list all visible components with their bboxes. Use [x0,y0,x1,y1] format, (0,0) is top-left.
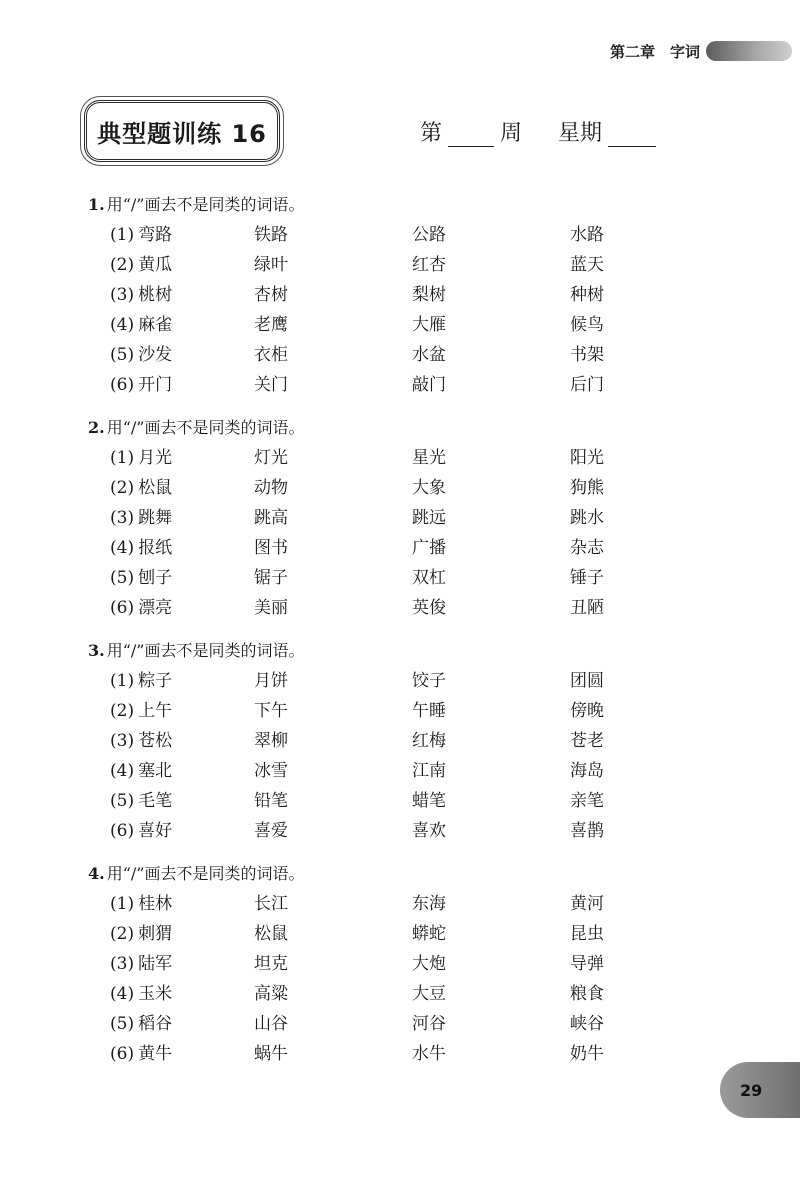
row-index: (6) [110,375,135,395]
word-cell[interactable] [88,756,254,786]
word-cell[interactable] [254,889,412,919]
word[interactable]: 锤子 [570,568,604,588]
word[interactable]: 海岛 [570,761,604,781]
word[interactable]: 喜鹊 [570,821,604,841]
word-cell[interactable] [88,250,254,280]
word-cell[interactable] [570,696,728,726]
word-cell[interactable] [412,340,570,370]
word-cell[interactable] [88,786,254,816]
word-cell[interactable] [88,726,254,756]
word-cell[interactable] [88,1009,254,1039]
word-cell[interactable] [254,310,412,340]
word-row [88,250,748,280]
word-cell[interactable] [412,280,570,310]
title-frame [84,100,280,162]
word-row [88,340,748,370]
word[interactable]: 上午 [138,701,173,721]
word[interactable]: 大豆 [412,984,446,1004]
week-blank[interactable] [448,124,494,147]
word-cell[interactable] [570,1039,728,1069]
word[interactable]: 跳水 [570,508,604,528]
page-number: 29 [740,1080,763,1100]
word-row [88,756,748,786]
word-cell[interactable] [88,816,254,846]
word-cell[interactable] [88,340,254,370]
word[interactable]: 大象 [412,478,446,498]
word-row [88,503,748,533]
word-cell[interactable] [570,473,728,503]
row-index: (6) [110,598,135,618]
word-cell[interactable] [412,919,570,949]
chapter-label: 第二章 字词 [610,42,701,61]
word[interactable]: 陆军 [138,954,173,974]
word[interactable]: 书架 [570,345,604,365]
word[interactable]: 公路 [412,225,446,245]
word[interactable]: 关门 [254,375,288,395]
word-cell[interactable] [570,786,728,816]
word[interactable]: 冰雪 [254,761,288,781]
word-row [88,919,748,949]
word[interactable]: 漂亮 [138,598,173,618]
word-cell[interactable] [88,1039,254,1069]
word[interactable]: 杂志 [570,538,604,558]
word-cell[interactable] [88,979,254,1009]
word-row [88,443,748,473]
word-cell[interactable] [88,889,254,919]
word[interactable]: 黄牛 [138,1044,173,1064]
word[interactable]: 大炮 [412,954,446,974]
word-cell[interactable] [254,220,412,250]
word[interactable]: 松鼠 [138,478,173,498]
row-index: (6) [110,1044,135,1064]
row-index: (4) [110,984,135,1004]
word[interactable]: 刨子 [138,568,173,588]
word-cell[interactable] [570,1009,728,1039]
question-prompt [88,413,748,443]
word-cell[interactable] [88,696,254,726]
word-cell[interactable] [412,1009,570,1039]
question-number: 3. [88,641,105,660]
word[interactable]: 蓝天 [570,255,604,275]
word-cell[interactable] [254,696,412,726]
word-row [88,666,748,696]
question-1 [88,190,748,400]
word[interactable]: 苍老 [570,731,604,751]
word[interactable]: 绿叶 [254,255,288,275]
word[interactable]: 江南 [412,761,446,781]
question-2 [88,413,748,623]
row-index: (3) [110,285,135,305]
word[interactable]: 月饼 [254,671,288,691]
word-row [88,563,748,593]
word-row [88,473,748,503]
word-cell[interactable] [570,250,728,280]
word[interactable]: 蟒蛇 [412,924,446,944]
word[interactable]: 亲笔 [570,791,604,811]
word-cell[interactable] [88,533,254,563]
word-row [88,370,748,400]
word-cell[interactable] [254,1039,412,1069]
word-cell[interactable] [412,756,570,786]
word-cell[interactable] [254,593,412,623]
word-cell[interactable] [412,563,570,593]
question-prompt [88,859,748,889]
week-word: 周 [500,121,523,146]
word-cell[interactable] [88,949,254,979]
question-number: 1. [88,195,105,214]
row-index: (5) [110,1014,135,1034]
row-index: (1) [110,894,135,914]
word-cell[interactable] [254,370,412,400]
page-title: 典型题训练 16 [97,119,267,148]
word[interactable]: 梨树 [412,285,446,305]
weekday-blank[interactable] [608,124,656,147]
word[interactable]: 蜡笔 [412,791,446,811]
word[interactable]: 高粱 [254,984,288,1004]
word[interactable]: 铁路 [254,225,288,245]
question-number: 2. [88,418,105,437]
question-text: 用“/”画去不是同类的词语。 [106,195,305,214]
word[interactable]: 跳舞 [138,508,173,528]
word-cell[interactable] [88,370,254,400]
word[interactable]: 桃树 [138,285,173,305]
weekday-word: 星期 [558,121,603,146]
word[interactable]: 美丽 [254,598,288,618]
word[interactable]: 水路 [570,225,604,245]
word-cell[interactable] [570,220,728,250]
word[interactable]: 报纸 [138,538,173,558]
word-cell[interactable] [412,593,570,623]
word[interactable]: 种树 [570,285,604,305]
chapter-header [610,40,792,62]
word-cell[interactable] [412,949,570,979]
word[interactable]: 喜欢 [412,821,446,841]
word[interactable]: 铅笔 [254,791,288,811]
word[interactable]: 星光 [412,448,446,468]
word[interactable]: 狗熊 [570,478,604,498]
word-row [88,1009,748,1039]
word[interactable]: 峡谷 [570,1014,604,1034]
word-cell[interactable] [412,220,570,250]
row-index: (1) [110,448,135,468]
row-index: (1) [110,225,135,245]
word[interactable]: 敲门 [412,375,446,395]
question-4 [88,859,748,1069]
word[interactable]: 黄河 [570,894,604,914]
word-cell[interactable] [412,533,570,563]
word-cell[interactable] [254,726,412,756]
word-cell[interactable] [570,889,728,919]
word[interactable]: 黄瓜 [138,255,173,275]
word-cell[interactable] [254,533,412,563]
word-cell[interactable] [254,1009,412,1039]
word[interactable]: 灯光 [254,448,288,468]
word-cell[interactable] [254,756,412,786]
question-text: 用“/”画去不是同类的词语。 [106,864,305,883]
word-row [88,310,748,340]
row-index: (1) [110,671,135,691]
word-cell[interactable] [88,666,254,696]
word-cell[interactable] [570,979,728,1009]
word-cell[interactable] [412,1039,570,1069]
word-cell[interactable] [570,816,728,846]
word-cell[interactable] [570,593,728,623]
chapter-bar [706,41,792,61]
word[interactable]: 双杠 [412,568,446,588]
word-cell[interactable] [254,919,412,949]
word-cell[interactable] [570,563,728,593]
word-cell[interactable] [254,443,412,473]
row-index: (2) [110,701,135,721]
word-cell[interactable] [412,696,570,726]
exercise-list [88,190,748,1082]
word[interactable]: 长江 [254,894,288,914]
word-cell[interactable] [412,370,570,400]
word-cell[interactable] [88,443,254,473]
word-cell[interactable] [412,816,570,846]
question-text: 用“/”画去不是同类的词语。 [106,418,305,437]
word-cell[interactable] [254,250,412,280]
word[interactable]: 翠柳 [254,731,288,751]
row-index: (5) [110,345,135,365]
word-row [88,533,748,563]
word[interactable]: 河谷 [412,1014,446,1034]
word-cell[interactable] [570,340,728,370]
word[interactable]: 水牛 [412,1044,446,1064]
word[interactable]: 月光 [138,448,173,468]
word[interactable]: 桂林 [138,894,173,914]
row-index: (4) [110,761,135,781]
word-cell[interactable] [88,593,254,623]
row-index: (5) [110,568,135,588]
word-cell[interactable] [570,949,728,979]
word-row [88,786,748,816]
word-row [88,220,748,250]
word[interactable]: 广播 [412,538,446,558]
word-cell[interactable] [254,949,412,979]
word[interactable]: 塞北 [138,761,173,781]
word-cell[interactable] [412,310,570,340]
word[interactable]: 松鼠 [254,924,288,944]
page-number-tab [720,1062,800,1118]
word[interactable]: 图书 [254,538,288,558]
word-cell[interactable] [412,473,570,503]
word[interactable]: 傍晚 [570,701,604,721]
word[interactable]: 奶牛 [570,1044,604,1064]
word-row [88,593,748,623]
word-cell[interactable] [254,666,412,696]
word[interactable]: 跳远 [412,508,446,528]
word-cell[interactable] [88,503,254,533]
row-index: (4) [110,315,135,335]
word-cell[interactable] [88,563,254,593]
word-cell[interactable] [412,250,570,280]
word-cell[interactable] [570,370,728,400]
word[interactable]: 团圆 [570,671,604,691]
word[interactable]: 刺猬 [138,924,173,944]
word-cell[interactable] [254,816,412,846]
word-cell[interactable] [88,473,254,503]
question-3 [88,636,748,846]
question-number: 4. [88,864,105,883]
word-cell[interactable] [254,473,412,503]
word-cell[interactable] [88,310,254,340]
word-row [88,979,748,1009]
word-cell[interactable] [254,979,412,1009]
question-prompt [88,636,748,666]
word[interactable]: 大雁 [412,315,446,335]
word[interactable]: 粽子 [138,671,173,691]
word-row [88,280,748,310]
word-cell[interactable] [412,979,570,1009]
word[interactable]: 锯子 [254,568,288,588]
word-cell[interactable] [570,503,728,533]
word[interactable]: 跳高 [254,508,288,528]
word-cell[interactable] [412,786,570,816]
word-cell[interactable] [412,726,570,756]
word-cell[interactable] [570,310,728,340]
word[interactable]: 山谷 [254,1014,288,1034]
row-index: (6) [110,821,135,841]
word[interactable]: 昆虫 [570,924,604,944]
word[interactable]: 沙发 [138,345,173,365]
word[interactable]: 红杏 [412,255,446,275]
word[interactable]: 粮食 [570,984,604,1004]
word[interactable]: 毛笔 [138,791,173,811]
word-cell[interactable] [254,503,412,533]
word-cell[interactable] [88,220,254,250]
word-cell[interactable] [570,919,728,949]
word[interactable]: 开门 [138,375,173,395]
word-cell[interactable] [570,443,728,473]
row-index: (5) [110,791,135,811]
word[interactable]: 东海 [412,894,446,914]
row-index: (3) [110,954,135,974]
word-row [88,726,748,756]
word[interactable]: 阳光 [570,448,604,468]
word[interactable]: 稻谷 [138,1014,173,1034]
word-cell[interactable] [570,533,728,563]
word-row [88,949,748,979]
word[interactable]: 后门 [570,375,604,395]
word-row [88,1039,748,1069]
word-cell[interactable] [570,280,728,310]
word-cell[interactable] [412,666,570,696]
word[interactable]: 蜗牛 [254,1044,288,1064]
word[interactable]: 午睡 [412,701,446,721]
word[interactable]: 弯路 [138,225,173,245]
row-index: (3) [110,731,135,751]
row-index: (4) [110,538,135,558]
row-index: (2) [110,478,135,498]
row-index: (2) [110,924,135,944]
word-cell[interactable] [412,889,570,919]
word-cell[interactable] [570,666,728,696]
word-cell[interactable] [254,280,412,310]
word-cell[interactable] [254,786,412,816]
week-line [420,116,662,147]
word[interactable]: 玉米 [138,984,173,1004]
word-cell[interactable] [412,443,570,473]
row-index: (2) [110,255,135,275]
word-row [88,696,748,726]
word[interactable]: 喜好 [138,821,173,841]
word[interactable]: 候鸟 [570,315,604,335]
question-prompt [88,190,748,220]
word[interactable]: 苍松 [138,731,173,751]
word-cell[interactable] [570,726,728,756]
word[interactable]: 动物 [254,478,288,498]
word[interactable]: 喜爱 [254,821,288,841]
word[interactable]: 下午 [254,701,288,721]
word-cell[interactable] [88,280,254,310]
word[interactable]: 杏树 [254,285,288,305]
word-cell[interactable] [254,563,412,593]
word[interactable]: 水盆 [412,345,446,365]
word-cell[interactable] [254,340,412,370]
word[interactable]: 英俊 [412,598,446,618]
word-row [88,889,748,919]
week-prefix: 第 [420,121,443,146]
row-index: (3) [110,508,135,528]
word[interactable]: 麻雀 [138,315,173,335]
word[interactable]: 衣柜 [254,345,288,365]
word[interactable]: 饺子 [412,671,446,691]
word[interactable]: 老鹰 [254,315,288,335]
word[interactable]: 红梅 [412,731,446,751]
word-cell[interactable] [570,756,728,786]
word-cell[interactable] [412,503,570,533]
word-cell[interactable] [88,919,254,949]
word[interactable]: 坦克 [254,954,288,974]
question-text: 用“/”画去不是同类的词语。 [106,641,305,660]
word-row [88,816,748,846]
word[interactable]: 导弹 [570,954,604,974]
word[interactable]: 丑陋 [570,598,604,618]
